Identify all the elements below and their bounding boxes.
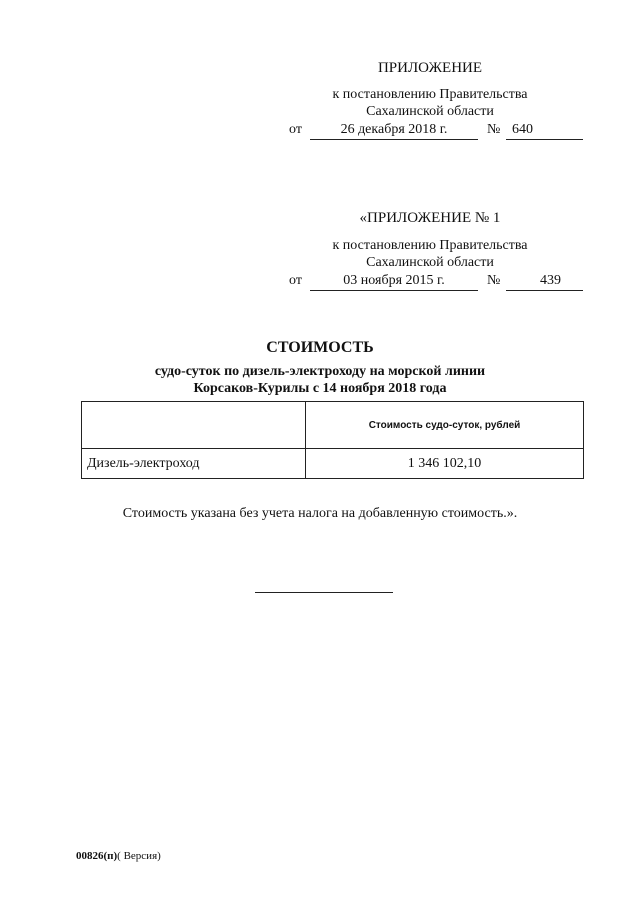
footer (76, 850, 161, 862)
appendix-region-line: Сахалинской области (366, 104, 494, 119)
table-header-cell-cost: Стоимость судо-суток, рублей (306, 402, 584, 449)
document-subtitle-line2: Корсаков-Курилы с 14 ноября 2018 года (193, 381, 447, 396)
appendix1-number-label: № (487, 273, 501, 288)
appendix1-region-line: Сахалинской области (366, 255, 494, 270)
appendix1-date: 03 ноября 2015 г. (343, 273, 445, 288)
table-cell-cost: 1 346 102,10 (306, 449, 584, 479)
document-subtitle-line1: судо-суток по дизель-электроходу на морской линии (154, 364, 486, 379)
cost-table (81, 401, 584, 479)
appendix-resolution-line: к постановлению Правительства (332, 87, 528, 102)
closing-separator-line (255, 592, 393, 593)
appendix-number: 640 (512, 122, 533, 137)
appendix-number-underline (506, 139, 583, 140)
appendix-date-underline (310, 139, 478, 140)
appendix-date: 26 декабря 2018 г. (340, 122, 448, 137)
appendix1-number: 439 (540, 273, 561, 288)
footer-version: ( Версия) (117, 850, 161, 862)
appendix1-title: «ПРИЛОЖЕНИЕ № 1 (359, 210, 501, 226)
document-title: СТОИМОСТЬ (266, 339, 374, 356)
appendix1-from-label: от (289, 273, 302, 288)
appendix1-resolution-line: к постановлению Правительства (332, 238, 528, 253)
table-cell-vessel: Дизель-электроход (82, 449, 306, 479)
footer-document-code: 00826(п) (76, 850, 118, 862)
table-row (82, 449, 584, 479)
vat-note: Стоимость указана без учета налога на добавленную стоимость.». (122, 506, 518, 521)
appendix-from-label: от (289, 122, 302, 137)
appendix1-number-underline (506, 290, 583, 291)
appendix-title: ПРИЛОЖЕНИЕ (377, 60, 483, 76)
appendix1-date-underline (310, 290, 478, 291)
table-header-cell-name (82, 402, 306, 449)
appendix-number-label: № (487, 122, 501, 137)
table-header-row (82, 402, 584, 449)
